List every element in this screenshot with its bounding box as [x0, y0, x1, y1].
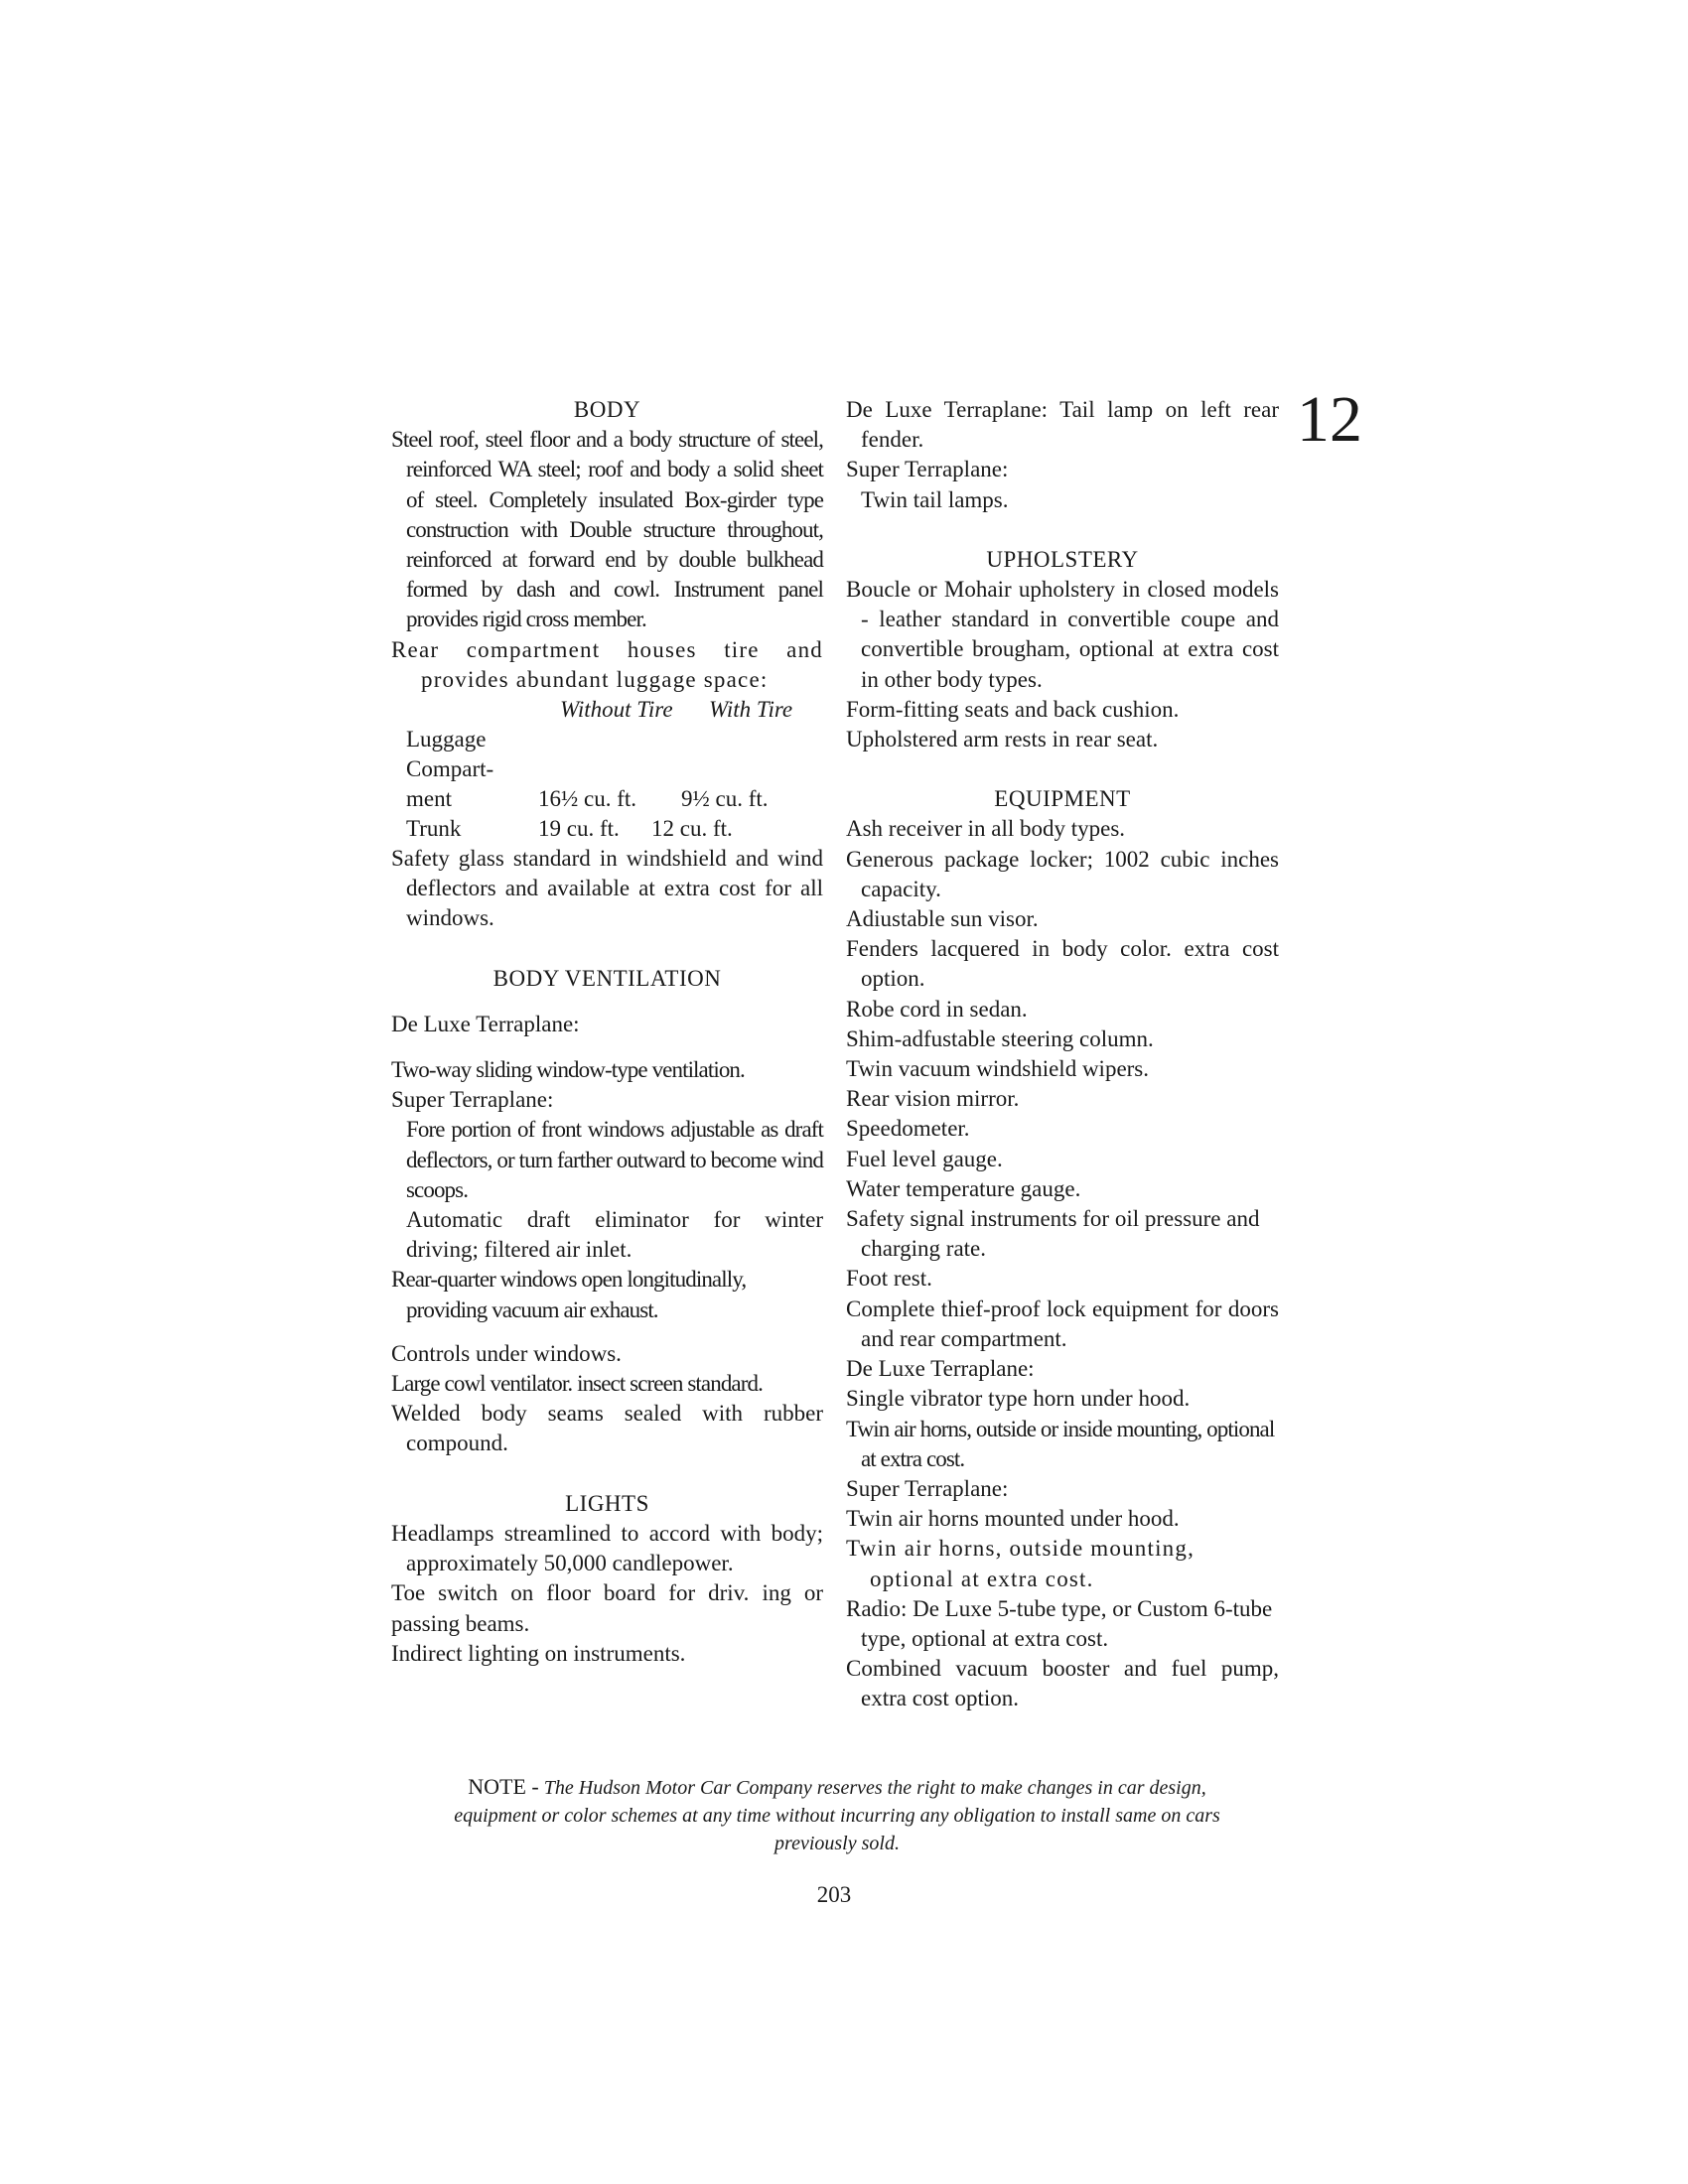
lights-item: Headlamps streamlined to accord with body; approximately 50,000 candlepower.	[391, 1520, 823, 1576]
equipment-item: Ash receiver in all body types.	[846, 816, 1126, 842]
equipment-item: Twin air horns, outside or inside mounting, optional at extra cost.	[846, 1416, 1275, 1471]
table-row-label: Trunk	[406, 816, 462, 842]
equipment-item: Fuel level gauge.	[846, 1146, 1003, 1171]
body-paragraph: Steel roof, steel floor and a body structure of steel, reinforced WA steel; roof and body a solid sheet of steel. Completely insulated Box-girder type construction with Double structure throughout, reinforced at forward end by double bulkhead formed by dash and cowl. Instrument panel provides rigid cross member.	[391, 427, 823, 632]
vent-text	[391, 1115, 823, 1265]
equipment-item: De Luxe Terraplane:	[846, 1356, 1035, 1382]
vent-super-label: Super Terraplane:	[391, 1087, 554, 1113]
equipment-item: Speedometer.	[846, 1116, 970, 1142]
vent-text: Welded body seams sealed with rubber compound.	[391, 1401, 823, 1456]
vent-text: Controls under windows.	[391, 1340, 622, 1366]
equipment-item: Complete thief-proof lock equipment for doors and rear compartment.	[846, 1296, 1279, 1351]
upholstery-heading: UPHOLSTERY	[986, 546, 1139, 572]
tail-lamp-text: De Luxe Terraplane: Tail lamp on left rear fender.	[846, 397, 1279, 453]
body-heading: BODY	[573, 397, 641, 422]
vent-fore-text: Fore portion of front windows adjustable as draft deflectors, or turn farther outward to become wind scoops.	[406, 1117, 823, 1202]
equipment-heading: EQUIPMENT	[994, 786, 1131, 812]
lights-item: Toe switch on floor board for driv. ing or passing beams.	[391, 1580, 823, 1636]
table-cell: 12 cu. ft.	[651, 816, 733, 842]
equipment-item: Generous package locker; 1002 cubic inches capacity.	[846, 846, 1279, 901]
table-header-row	[391, 695, 823, 725]
table-col-header: Without Tire	[560, 697, 673, 723]
footnote	[427, 1773, 1247, 1857]
vent-auto-text: Automatic draft eliminator for winter driving; filtered air inlet.	[406, 1207, 823, 1263]
equipment-item: Water temperature gauge.	[846, 1175, 1081, 1201]
ventilation-heading: BODY VENTILATION	[492, 965, 722, 991]
lights-item: Indirect lighting on instruments.	[391, 1640, 686, 1666]
equipment-item: Robe cord in sedan.	[846, 996, 1028, 1022]
equipment-item: Twin air horns mounted under hood.	[846, 1506, 1180, 1532]
lights-heading: LIGHTS	[565, 1490, 649, 1516]
equipment-item: Super Terraplane:	[846, 1475, 1009, 1501]
chapter-number: 12	[1297, 383, 1362, 456]
left-column	[391, 395, 823, 1669]
equipment-item: Fenders lacquered in body color. extra cost option.	[846, 936, 1279, 992]
table-row	[391, 814, 823, 844]
tail-lamp-text: Twin tail lamps.	[861, 486, 1009, 512]
equipment-item: Adiustable sun visor.	[846, 906, 1039, 932]
vent-deluxe-label: De Luxe Terraplane:	[391, 1011, 580, 1036]
table-row-label: Luggage Compart- ment	[406, 727, 494, 812]
vent-text: Large cowl ventilator. insect screen standard.	[391, 1371, 763, 1397]
table-row	[391, 725, 823, 814]
tail-super-label: Super Terraplane:	[846, 457, 1009, 482]
luggage-table	[391, 695, 823, 844]
upholstery-item: Upholstered arm rests in rear seat.	[846, 727, 1159, 752]
equipment-item: Radio: De Luxe 5-tube type, or Custom 6-tube type, optional at extra cost.	[846, 1595, 1273, 1651]
note-label: NOTE -	[468, 1774, 539, 1799]
equipment-item: Combined vacuum booster and fuel pump, extra cost option.	[846, 1656, 1279, 1711]
equipment-item: Twin air horns, outside mounting, optional at extra cost.	[846, 1536, 1196, 1591]
equipment-item: Foot rest.	[846, 1266, 932, 1292]
upholstery-item: Boucle or Mohair upholstery in closed models - leather standard in convertible coupe and convertible brougham, optional at extra cost in other body types.	[846, 577, 1279, 692]
equipment-item: Shim-adfustable steering column.	[846, 1025, 1154, 1051]
vent-text: Two-way sliding window-type ventilation.	[391, 1057, 745, 1083]
equipment-item: Rear vision mirror.	[846, 1086, 1020, 1112]
table-cell: 16½ cu. ft.	[538, 786, 637, 812]
equipment-item: Safety signal instruments for oil pressure and charging rate.	[846, 1206, 1260, 1262]
equipment-item: Single vibrator type horn under hood.	[846, 1386, 1191, 1412]
right-column	[846, 395, 1279, 1714]
upholstery-item: Form-fitting seats and back cushion.	[846, 696, 1180, 722]
page-number: 203	[816, 1882, 852, 1907]
body-paragraph: Rear compartment houses tire and provides abundant luggage space:	[391, 636, 823, 692]
vent-text: Rear-quarter windows open longitudinally, providing vacuum air exhaust.	[391, 1267, 747, 1322]
table-cell: 19 cu. ft.	[538, 816, 620, 842]
note-text: The Hudson Motor Car Company reserves the right to make changes in car design, equipment or color schemes at any time without incurring any obligation to install same on cars previously sold.	[454, 1777, 1220, 1854]
table-cell: 9½ cu. ft.	[681, 786, 769, 812]
equipment-item: Twin vacuum windshield wipers.	[846, 1056, 1150, 1082]
table-col-header: With Tire	[709, 697, 793, 723]
safety-glass-text: Safety glass standard in windshield and wind deflectors and available at extra cost for all windows.	[391, 846, 823, 931]
